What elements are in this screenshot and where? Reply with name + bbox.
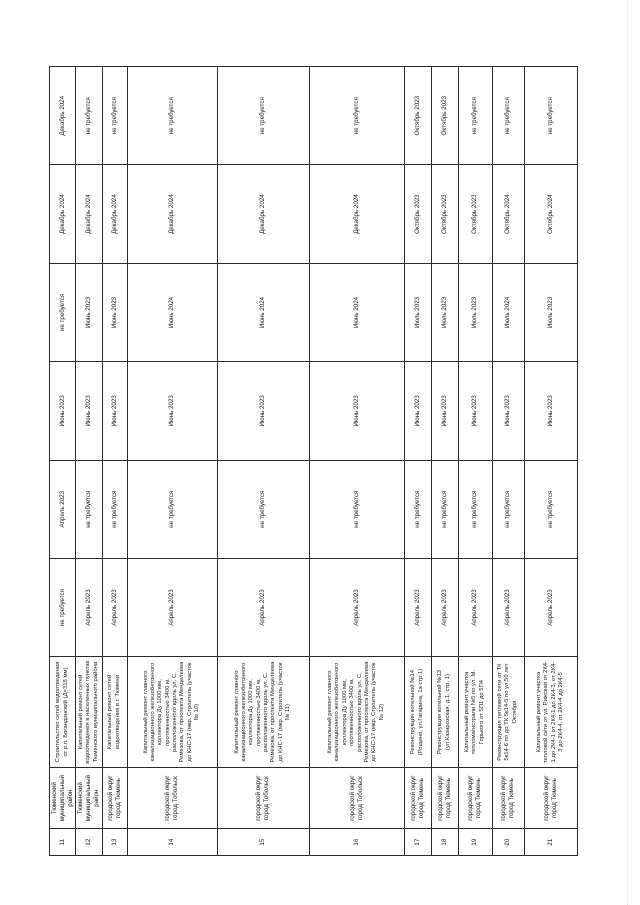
date-cell: Октябрь 2023 — [431, 165, 458, 263]
date-cell: Декабрь 2024 — [50, 165, 76, 263]
table-row — [102, 67, 127, 856]
date-cell: Июнь 2023 — [431, 362, 458, 460]
work-description: Капитальный ремонт главного канализационного железобетонного коллектора Ду 1000 мм, протяженностью 3400 м, расположенного вдоль ул. С. Ремезова, от проспекта Менделеева до КНС-17 (мкр. Строитель (участок № 12) — [309, 657, 404, 768]
date-cell: Декабрь 2024 — [309, 165, 404, 263]
date-cell: Декабрь 2024 — [127, 165, 217, 263]
row-number: 11 — [50, 829, 76, 856]
date-cell: Июнь 2023 — [102, 263, 127, 361]
date-cell: Июнь 2023 — [524, 362, 577, 460]
date-cell: не требуется — [309, 460, 404, 558]
date-cell: не требуется — [127, 460, 217, 558]
date-cell: Июнь 2024 — [309, 263, 404, 361]
table-row — [492, 67, 524, 856]
date-cell: не требуется — [458, 460, 492, 558]
row-number: 15 — [217, 829, 309, 856]
date-cell: не требуется — [217, 67, 309, 165]
work-description: Капитальный ремонт участка тепловой сети от ул. Рижская от 2К4-1 до 2К4-1 от 2К4-1 до 2К4-3, от 2К4-3 до 2К4-4, от 2К4-4 до 2К4-5 — [524, 657, 577, 768]
table-row — [458, 67, 492, 856]
municipality: городской округ город Тюмень — [102, 767, 127, 828]
date-cell: Июнь 2023 — [309, 362, 404, 460]
date-cell: Апрель 2023 — [458, 558, 492, 656]
date-cell: Июнь 2023 — [127, 362, 217, 460]
date-cell: Декабрь 2024 — [50, 67, 76, 165]
date-cell: Июнь 2023 — [76, 263, 102, 361]
date-cell: не требуется — [492, 460, 524, 558]
table-row — [431, 67, 458, 856]
date-cell: не требуется — [431, 460, 458, 558]
work-description: Реконструкция тепловой сети от ТК 5к14-6 по до ТК 5к14-5 по ул.50 лет Октября — [492, 657, 524, 768]
row-number: 12 — [76, 829, 102, 856]
municipality: городской округ город Тобольск — [127, 767, 217, 828]
date-cell: не требуется — [217, 460, 309, 558]
date-cell: Апрель 2023 — [127, 558, 217, 656]
municipality: Тюменский муниципальный район — [50, 767, 76, 828]
schedule-table — [49, 66, 578, 856]
table-row — [50, 67, 76, 856]
work-description: Капитальный ремонт сетей водоотведения в населенных пунктах Тюменского муниципального района — [76, 657, 102, 768]
date-cell: не требуется — [76, 67, 102, 165]
date-cell: не требуется — [309, 67, 404, 165]
date-cell: Июнь 2023 — [404, 362, 431, 460]
date-cell: не требуется — [127, 67, 217, 165]
row-number: 21 — [524, 829, 577, 856]
date-cell: Октябрь 2023 — [404, 165, 431, 263]
date-cell: не требуется — [102, 460, 127, 558]
municipality: городской округ город Тюмень — [524, 767, 577, 828]
table-row — [404, 67, 431, 856]
row-number: 20 — [492, 829, 524, 856]
date-cell: Июнь 2023 — [458, 362, 492, 460]
table-row — [76, 67, 102, 856]
date-cell: Октябрь 2023 — [404, 67, 431, 165]
municipality: городской округ город Тюмень — [492, 767, 524, 828]
date-cell: не требуется — [458, 67, 492, 165]
date-cell: Июль 2023 — [431, 263, 458, 361]
municipality: городской округ город Тюмень — [431, 767, 458, 828]
work-description: Реконструкция котельной №14 (Рощино, ул.Гагарина, 1а стр.1) — [404, 657, 431, 768]
date-cell: Июнь 2023 — [76, 362, 102, 460]
row-number: 18 — [431, 829, 458, 856]
date-cell: Июнь 2023 — [50, 362, 76, 460]
date-cell: Июнь 2023 — [217, 362, 309, 460]
municipality: городской округ город Тобольск — [309, 767, 404, 828]
date-cell: Июль 2023 — [458, 263, 492, 361]
date-cell: Июнь 2023 — [102, 362, 127, 460]
date-cell: Декабрь 2024 — [76, 165, 102, 263]
date-cell: не требуется — [102, 67, 127, 165]
page-edge-dots — [627, 0, 634, 905]
date-cell: Октябрь 2023 — [431, 67, 458, 165]
municipality: Тюменский муниципальный район — [76, 767, 102, 828]
date-cell: Апрель 2023 — [404, 558, 431, 656]
date-cell: не требуется — [76, 460, 102, 558]
municipality: городской округ город Тобольск — [217, 767, 309, 828]
date-cell: не требуется — [492, 67, 524, 165]
work-description: Капитальный ремонт главного канализационного железобетонного коллектора Ду 1000 мм, протяженностью 3400 м, расположенного вдоль ул. С. Ремезова, от проспекта Менделеева до КНС-17 (мкр. Строитель (участок № 11) — [217, 657, 309, 768]
work-description: Капитальный ремонт главного канализационного железобетонного коллектора Ду 1000 мм, протяженностью 3400 м, расположенного вдоль ул. С. Ремезова, от проспекта Менделеева до КНС-17 (мкр. Строитель (участок № 10) — [127, 657, 217, 768]
date-cell: не требуется — [50, 558, 76, 656]
table-row — [127, 67, 217, 856]
date-cell: Апрель 2023 — [309, 558, 404, 656]
date-cell: Декабрь 2024 — [217, 165, 309, 263]
table-row — [524, 67, 577, 856]
date-cell: Апрель 2023 — [76, 558, 102, 656]
date-cell: не требуется — [50, 263, 76, 361]
municipality: городской округ город Тюмень — [404, 767, 431, 828]
date-cell: Июль 2023 — [524, 263, 577, 361]
date-cell: Июль 2023 — [404, 263, 431, 361]
date-cell: Декабрь 2024 — [102, 165, 127, 263]
row-number: 14 — [127, 829, 217, 856]
date-cell: Октябрь 2024 — [524, 165, 577, 263]
date-cell: Октябрь 2023 — [458, 165, 492, 263]
work-description: Капитальный ремонт сетей водоотведения в г. Тюмени — [102, 657, 127, 768]
work-description: Строительство сетей водоотведения от р.п. Богандинский (Д=315 мм) — [50, 657, 76, 768]
row-number: 19 — [458, 829, 492, 856]
row-number: 13 — [102, 829, 127, 856]
work-description: Капитальный ремонт участка тепломагистрали №5 по ул. М. Горького от 5П1 до 5П4 — [458, 657, 492, 768]
date-cell: Апрель 2023 — [102, 558, 127, 656]
date-cell: Апрель 2023 — [524, 558, 577, 656]
rotated-page — [49, 66, 567, 856]
date-cell: Апрель 2023 — [431, 558, 458, 656]
date-cell: Июль 2024 — [492, 263, 524, 361]
table-row — [309, 67, 404, 856]
date-cell: не требуется — [524, 460, 577, 558]
date-cell: Июнь 2024 — [127, 263, 217, 361]
date-cell: Апрель 2023 — [50, 460, 76, 558]
date-cell: не требуется — [524, 67, 577, 165]
date-cell: Июнь 2023 — [492, 362, 524, 460]
table-row — [217, 67, 309, 856]
row-number: 16 — [309, 829, 404, 856]
work-description: Реконструкция котельной №13 (ул.Казарозская, д.1, стр. 1) — [431, 657, 458, 768]
date-cell: не требуется — [404, 460, 431, 558]
date-cell: Октябрь 2024 — [492, 165, 524, 263]
date-cell: Апрель 2023 — [217, 558, 309, 656]
date-cell: Июнь 2024 — [217, 263, 309, 361]
row-number: 17 — [404, 829, 431, 856]
date-cell: Апрель 2023 — [492, 558, 524, 656]
municipality: городской округ город Тюмень — [458, 767, 492, 828]
